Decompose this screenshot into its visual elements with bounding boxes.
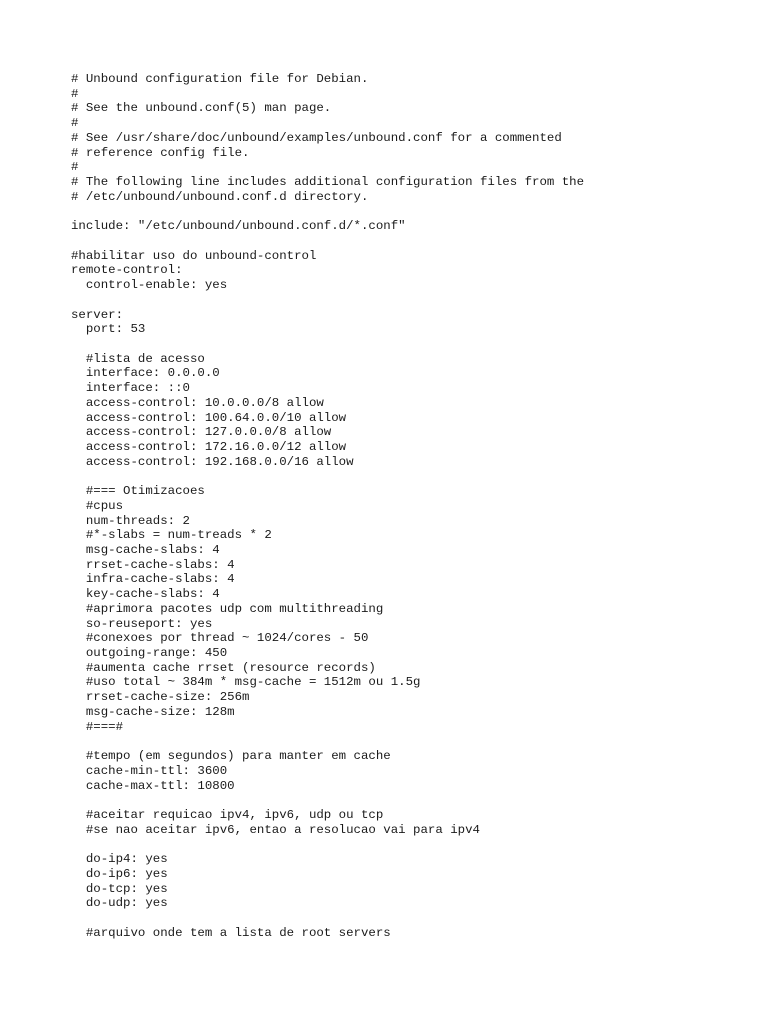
config-line: do-udp: yes — [71, 896, 168, 911]
comment-line: # — [71, 86, 79, 101]
config-line: access-control: 10.0.0.0/8 allow — [71, 395, 324, 410]
config-line: infra-cache-slabs: 4 — [71, 572, 235, 587]
config-line: access-control: 172.16.0.0/12 allow — [71, 439, 347, 454]
blank-line — [71, 793, 584, 808]
comment-line: #lista de acesso — [71, 351, 205, 366]
config-line: access-control: 127.0.0.0/8 allow — [71, 425, 332, 440]
config-line: include: "/etc/unbound/unbound.conf.d/*.conf" — [71, 219, 406, 234]
comment-line: # The following line includes additional configuration files from the — [71, 175, 585, 190]
config-line: interface: 0.0.0.0 — [71, 366, 220, 381]
comment-line: #conexoes por thread ~ 1024/cores - 50 — [71, 631, 369, 646]
config-line: interface: ::0 — [71, 381, 190, 396]
comment-line: #aumenta cache rrset (resource records) — [71, 660, 376, 675]
comment-line: # Unbound configuration file for Debian. — [71, 72, 369, 86]
blank-line — [71, 234, 584, 249]
section-header-line: server: — [71, 307, 124, 322]
blank-line — [71, 911, 584, 926]
comment-line: # — [71, 160, 79, 175]
config-line: do-tcp: yes — [71, 881, 168, 896]
blank-line — [71, 337, 584, 352]
comment-line: # reference config file. — [71, 145, 250, 160]
config-line: cache-min-ttl: 3600 — [71, 763, 228, 778]
comment-line: # /etc/unbound/unbound.conf.d directory. — [71, 189, 369, 204]
config-line: cache-max-ttl: 10800 — [71, 778, 235, 793]
comment-line: #tempo (em segundos) para manter em cache — [71, 749, 391, 764]
config-line: access-control: 192.168.0.0/16 allow — [71, 454, 354, 469]
blank-line — [71, 734, 584, 749]
comment-line: #se nao aceitar ipv6, entao a resolucao vai para ipv4 — [71, 822, 480, 837]
config-line: num-threads: 2 — [71, 513, 190, 528]
comment-line: #uso total ~ 384m * msg-cache = 1512m ou 1.5g — [71, 675, 421, 690]
config-line: outgoing-range: 450 — [71, 646, 228, 661]
config-file-text — [71, 72, 584, 940]
config-line: access-control: 100.64.0.0/10 allow — [71, 410, 347, 425]
blank-line — [71, 469, 584, 484]
comment-line: # — [71, 116, 79, 131]
comment-line: #*-slabs = num-treads * 2 — [71, 528, 272, 543]
blank-line — [71, 293, 584, 308]
config-line: key-cache-slabs: 4 — [71, 587, 220, 602]
blank-line — [71, 837, 584, 852]
comment-line: #===# — [71, 719, 124, 734]
config-line: port: 53 — [71, 322, 146, 337]
comment-line: #aceitar requicao ipv4, ipv6, udp ou tcp — [71, 807, 384, 822]
config-line: so-reuseport: yes — [71, 616, 213, 631]
comment-line: #=== Otimizacoes — [71, 484, 205, 499]
section-header-line: remote-control: — [71, 263, 183, 278]
comment-line: #habilitar uso do unbound-control — [71, 248, 317, 263]
comment-line: #arquivo onde tem a lista de root servers — [71, 925, 391, 940]
comment-line: #aprimora pacotes udp com multithreading — [71, 601, 384, 616]
config-line: do-ip6: yes — [71, 866, 168, 881]
comment-line: # See the unbound.conf(5) man page. — [71, 101, 332, 116]
config-line: msg-cache-slabs: 4 — [71, 543, 220, 557]
config-line: rrset-cache-slabs: 4 — [71, 557, 235, 572]
config-line: msg-cache-size: 128m — [71, 704, 235, 719]
config-line: do-ip4: yes — [71, 852, 168, 867]
comment-line: #cpus — [71, 498, 124, 513]
comment-line: # See /usr/share/doc/unbound/examples/unbound.conf for a commented — [71, 130, 562, 145]
blank-line — [71, 204, 584, 219]
config-line: rrset-cache-size: 256m — [71, 690, 250, 705]
config-line: control-enable: yes — [71, 278, 228, 293]
